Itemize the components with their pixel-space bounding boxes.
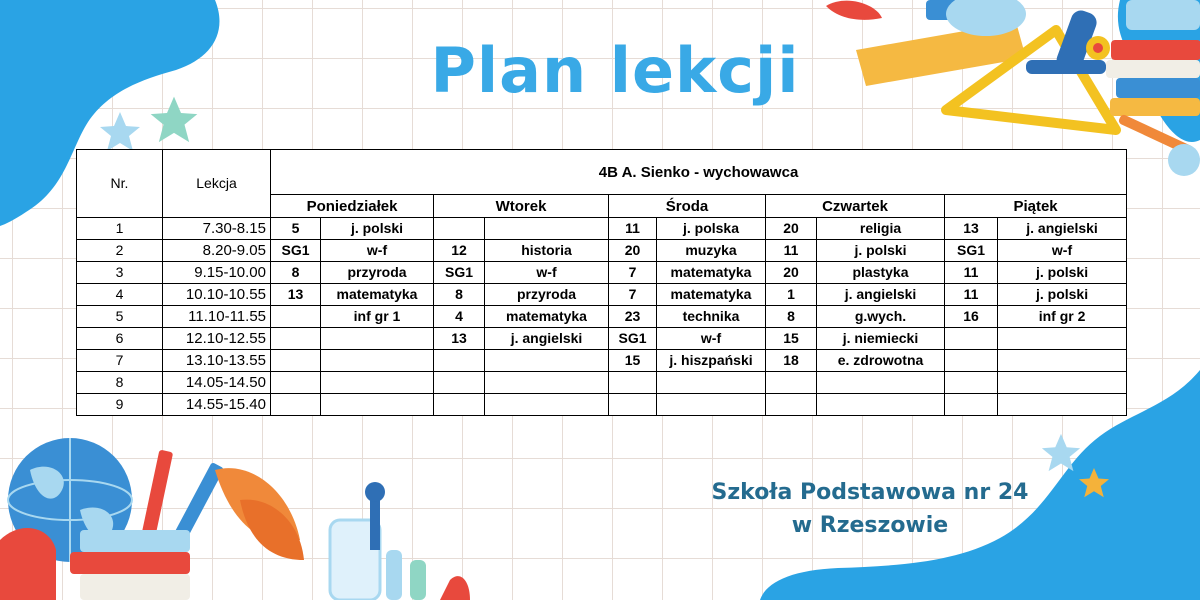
subject-cell: matematyka [321,284,434,306]
room-cell: 8 [766,306,817,328]
lesson-number: 8 [77,372,163,394]
paint-brush-icon [1118,114,1200,176]
subject-cell: g.wych. [817,306,945,328]
room-cell [766,394,817,416]
room-cell: 15 [766,328,817,350]
room-cell: 20 [766,218,817,240]
subject-cell: j. angielski [998,218,1127,240]
lesson-number: 3 [77,262,163,284]
room-cell [945,328,998,350]
table-row [77,350,1127,372]
subject-cell [485,350,609,372]
lesson-number: 4 [77,284,163,306]
room-cell: 11 [945,262,998,284]
subject-cell [485,394,609,416]
room-cell: 13 [945,218,998,240]
subject-cell [321,328,434,350]
subject-cell [321,372,434,394]
subject-cell [998,394,1127,416]
subject-cell: w-f [321,240,434,262]
subject-cell: j. polski [321,218,434,240]
lesson-time: 12.10-12.55 [163,328,271,350]
table-row [77,328,1127,350]
day-header-thursday: Czwartek [766,195,945,218]
room-cell [271,328,321,350]
room-cell: 16 [945,306,998,328]
subject-cell: plastyka [817,262,945,284]
school-supplies-bottom-left [0,430,470,600]
page-title: Plan lekcji [430,34,800,107]
star-icon [1076,466,1112,500]
subject-cell [321,350,434,372]
table-row [77,372,1127,394]
subject-cell: technika [657,306,766,328]
table-row [77,306,1127,328]
subject-cell: j. polski [998,262,1127,284]
room-cell [609,394,657,416]
subject-cell [817,372,945,394]
room-cell: SG1 [271,240,321,262]
day-header-wednesday: Środa [609,195,766,218]
subject-cell: j. angielski [485,328,609,350]
subject-cell: matematyka [485,306,609,328]
star-icon [96,110,144,154]
lesson-time: 14.55-15.40 [163,394,271,416]
room-cell: 8 [271,262,321,284]
room-cell: 4 [434,306,485,328]
lesson-time: 11.10-11.55 [163,306,271,328]
day-header-friday: Piątek [945,195,1127,218]
subject-cell [998,328,1127,350]
room-cell: SG1 [434,262,485,284]
room-cell [766,372,817,394]
room-cell: 11 [945,284,998,306]
lesson-number: 5 [77,306,163,328]
room-cell: 20 [766,262,817,284]
lesson-time: 10.10-10.55 [163,284,271,306]
room-cell: 18 [766,350,817,372]
subject-cell: j. hiszpański [657,350,766,372]
school-name [700,476,1040,542]
table-row [77,262,1127,284]
subject-cell: historia [485,240,609,262]
room-cell [271,306,321,328]
room-cell [434,218,485,240]
lesson-time: 7.30-8.15 [163,218,271,240]
subject-cell: inf gr 1 [321,306,434,328]
header-lekcja: Lekcja [163,150,271,218]
room-cell [609,372,657,394]
leaf-icon [215,468,304,560]
backpack-icon [0,528,56,600]
room-cell [271,394,321,416]
subject-cell: matematyka [657,262,766,284]
subject-cell: j. polski [817,240,945,262]
subject-cell: religia [817,218,945,240]
room-cell: 7 [609,262,657,284]
room-cell: 5 [271,218,321,240]
table-row [77,394,1127,416]
room-cell: 20 [609,240,657,262]
subject-cell: w-f [657,328,766,350]
subject-cell: j. niemiecki [817,328,945,350]
leaf-icon [826,1,882,20]
room-cell: 13 [434,328,485,350]
room-cell [945,372,998,394]
subject-cell: j. polska [657,218,766,240]
day-header-monday: Poniedziałek [271,195,434,218]
subject-cell [485,372,609,394]
lesson-time: 13.10-13.55 [163,350,271,372]
room-cell [434,350,485,372]
room-cell: SG1 [609,328,657,350]
subject-cell: w-f [485,262,609,284]
lesson-number: 2 [77,240,163,262]
room-cell [434,394,485,416]
lesson-number: 7 [77,350,163,372]
subject-cell [998,372,1127,394]
subject-cell: inf gr 2 [998,306,1127,328]
lesson-time: 9.15-10.00 [163,262,271,284]
room-cell [945,350,998,372]
lesson-number: 9 [77,394,163,416]
subject-cell [998,350,1127,372]
school-name-line1: Szkoła Podstawowa nr 24 [711,480,1029,505]
subject-cell: e. zdrowotna [817,350,945,372]
day-header-tuesday: Wtorek [434,195,609,218]
subject-cell [321,394,434,416]
table-row [77,240,1127,262]
lesson-number: 6 [77,328,163,350]
books-icon [70,530,190,600]
subject-cell: matematyka [657,284,766,306]
room-cell: 15 [609,350,657,372]
room-cell: 12 [434,240,485,262]
subject-cell: w-f [998,240,1127,262]
lesson-time: 14.05-14.50 [163,372,271,394]
room-cell: 1 [766,284,817,306]
subject-cell: j. polski [998,284,1127,306]
subject-cell: muzyka [657,240,766,262]
subject-cell [657,372,766,394]
header-nr: Nr. [77,150,163,218]
room-cell [271,350,321,372]
class-header: 4B A. Sienko - wychowawca [271,150,1127,195]
room-cell: 11 [609,218,657,240]
room-cell: SG1 [945,240,998,262]
lesson-number: 1 [77,218,163,240]
room-cell: 23 [609,306,657,328]
room-cell: 13 [271,284,321,306]
subject-cell [485,218,609,240]
school-name-line2: w Rzeszowie [791,513,949,538]
subject-cell: j. angielski [817,284,945,306]
lesson-time: 8.20-9.05 [163,240,271,262]
subject-cell: przyroda [321,262,434,284]
subject-cell: przyroda [485,284,609,306]
table-row [77,284,1127,306]
timetable [76,149,1127,416]
table-row [77,218,1127,240]
subject-cell [657,394,766,416]
subject-cell [817,394,945,416]
room-cell: 11 [766,240,817,262]
room-cell: 8 [434,284,485,306]
room-cell [271,372,321,394]
room-cell [945,394,998,416]
room-cell [434,372,485,394]
room-cell: 7 [609,284,657,306]
